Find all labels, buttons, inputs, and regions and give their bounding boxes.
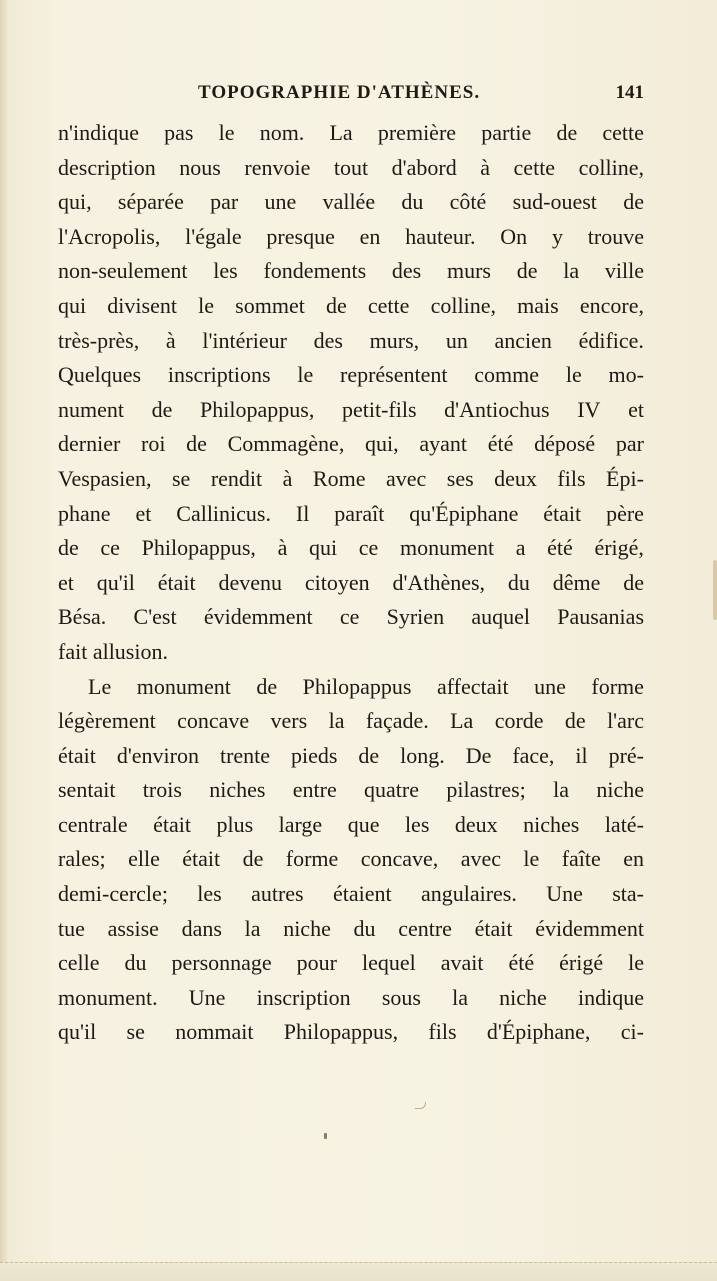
ink-dot [324, 1133, 327, 1139]
text-line: fait allusion. [58, 638, 168, 664]
text-line: demi-cercle; les autres étaient angulaires. Une sta- [58, 881, 644, 907]
page-header [60, 80, 648, 110]
running-head: TOPOGRAPHIE D'ATHÈNES. [198, 82, 481, 103]
text-line: et qu'il était devenu citoyen d'Athènes, du dême de [58, 569, 644, 595]
page-bottom-edge [0, 1262, 717, 1281]
body-text [58, 116, 644, 1050]
text-line: sentait trois niches entre quatre pilastres; la niche [58, 777, 644, 803]
text-line: qu'il se nommait Philopappus, fils d'Épiphane, ci- [58, 1019, 644, 1045]
text-line: celle du personnage pour lequel avait été érigé le [58, 950, 644, 976]
page-gutter [0, 0, 8, 1280]
text-line: centrale était plus large que les deux niches laté- [58, 811, 644, 837]
text-line: qui divisent le sommet de cette colline, mais encore, [58, 292, 644, 318]
text-line: non-seulement les fondements des murs de la ville [58, 258, 644, 284]
text-line: de ce Philopappus, à qui ce monument a été érigé, [58, 535, 644, 561]
text-line: phane et Callinicus. Il paraît qu'Épiphane était père [58, 500, 644, 526]
text-line: très-près, à l'intérieur des murs, un ancien édifice. [58, 327, 644, 353]
ink-mark [415, 1102, 426, 1109]
text-line: nument de Philopappus, petit-fils d'Antiochus IV et [58, 396, 644, 422]
text-line: Vespasien, se rendit à Rome avec ses deux fils Épi- [58, 465, 644, 491]
text-line: Le monument de Philopappus affectait une forme [88, 673, 644, 699]
text-line: rales; elle était de forme concave, avec le faîte en [58, 846, 644, 872]
text-line: dernier roi de Commagène, qui, ayant été déposé par [58, 431, 644, 457]
page-number: 141 [615, 82, 644, 103]
page-edge-stain [713, 560, 717, 620]
text-line: monument. Une inscription sous la niche indique [58, 984, 644, 1010]
text-line: légèrement concave vers la façade. La corde de l'arc [58, 708, 644, 734]
text-line: l'Acropolis, l'égale presque en hauteur. On y trouve [58, 223, 644, 249]
text-line: tue assise dans la niche du centre était évidemment [58, 915, 644, 941]
text-line: description nous renvoie tout d'abord à cette colline, [58, 154, 644, 180]
text-line: n'indique pas le nom. La première partie de cette [58, 120, 644, 145]
text-line: Quelques inscriptions le représentent comme le mo- [58, 362, 644, 388]
text-line: qui, séparée par une vallée du côté sud-ouest de [58, 189, 644, 215]
text-line: Bésa. C'est évidemment ce Syrien auquel Pausanias [58, 604, 644, 630]
text-line: était d'environ trente pieds de long. De face, il pré- [58, 742, 644, 768]
